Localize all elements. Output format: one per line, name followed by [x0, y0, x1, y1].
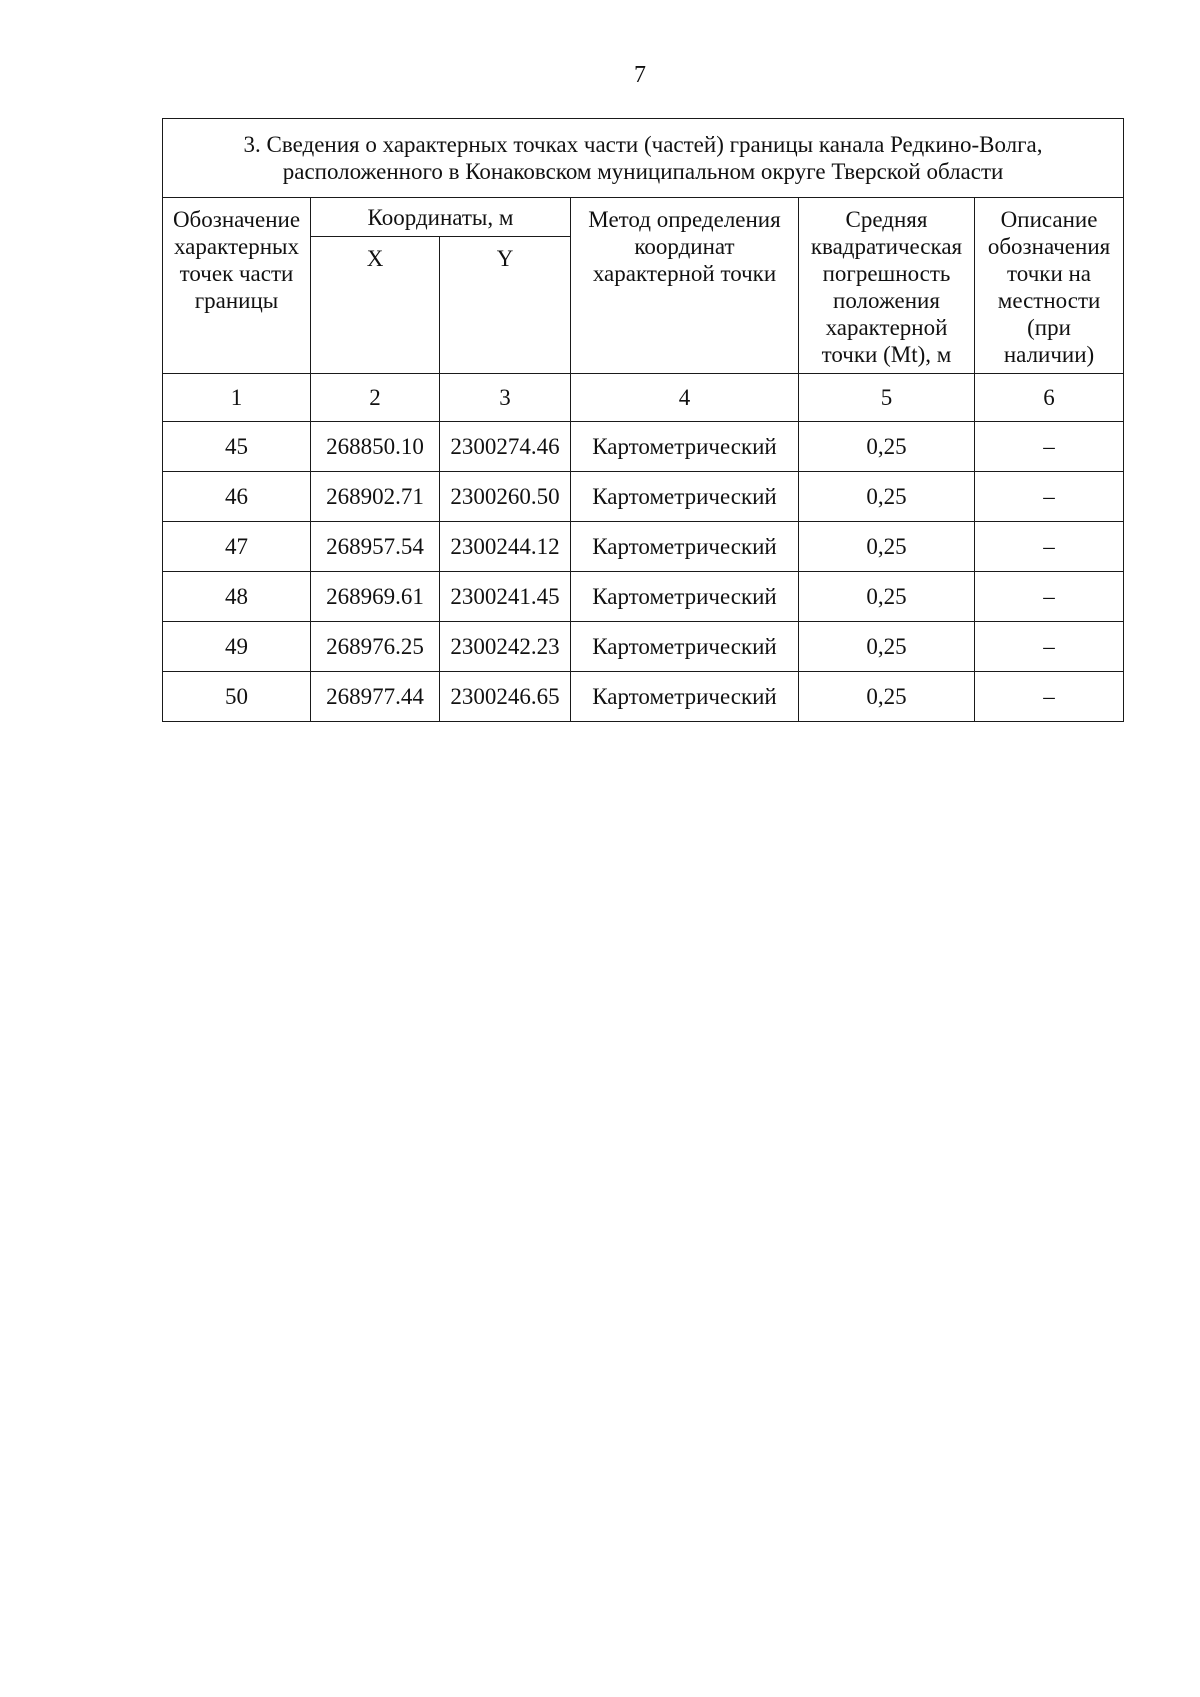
cell-error: 0,25 — [799, 572, 975, 622]
header-line: координат — [634, 234, 735, 259]
cell-point: 47 — [163, 522, 311, 572]
table-row — [163, 622, 1124, 672]
cell-method: Картометрический — [571, 622, 799, 672]
cell-point: 45 — [163, 422, 311, 472]
header-line: точки на — [1007, 261, 1092, 286]
header-line: положения — [833, 288, 940, 313]
cell-description: – — [975, 422, 1124, 472]
cell-x: 268976.25 — [311, 622, 440, 672]
table-row — [163, 672, 1124, 722]
cell-method: Картометрический — [571, 422, 799, 472]
cell-y: 2300244.12 — [440, 522, 571, 572]
cell-description: – — [975, 472, 1124, 522]
cell-description: – — [975, 622, 1124, 672]
boundary-points-table — [162, 118, 1124, 722]
cell-method: Картометрический — [571, 472, 799, 522]
cell-y: 2300274.46 — [440, 422, 571, 472]
header-coordinates: Координаты, м — [311, 198, 571, 237]
header-line: точек части — [179, 261, 294, 286]
cell-error: 0,25 — [799, 672, 975, 722]
cell-point: 46 — [163, 472, 311, 522]
header-line: Описание — [1000, 207, 1098, 232]
header-description — [975, 198, 1124, 374]
header-line: погрешность — [822, 261, 951, 286]
cell-y: 2300242.23 — [440, 622, 571, 672]
table-caption-row — [163, 119, 1124, 198]
table-row — [163, 572, 1124, 622]
table-row — [163, 422, 1124, 472]
cell-point: 50 — [163, 672, 311, 722]
header-line: точки (Mt), м — [821, 342, 952, 367]
column-number: 2 — [311, 374, 440, 422]
cell-x: 268957.54 — [311, 522, 440, 572]
cell-description: – — [975, 672, 1124, 722]
header-line: обозначения — [987, 234, 1111, 259]
cell-y: 2300260.50 — [440, 472, 571, 522]
table-row — [163, 522, 1124, 572]
column-number-row — [163, 374, 1124, 422]
header-method — [571, 198, 799, 374]
header-line: характерной — [825, 315, 948, 340]
header-x: X — [311, 237, 440, 374]
cell-method: Картометрический — [571, 672, 799, 722]
cell-point: 48 — [163, 572, 311, 622]
cell-y: 2300246.65 — [440, 672, 571, 722]
header-line: Обозначение — [172, 207, 301, 232]
cell-x: 268850.10 — [311, 422, 440, 472]
cell-description: – — [975, 522, 1124, 572]
table-caption-line-2: расположенного в Конаковском муниципальном округе Тверской области — [282, 159, 1004, 184]
cell-x: 268902.71 — [311, 472, 440, 522]
cell-error: 0,25 — [799, 472, 975, 522]
cell-method: Картометрический — [571, 572, 799, 622]
table-caption — [163, 119, 1124, 198]
cell-method: Картометрический — [571, 522, 799, 572]
header-line: Средняя — [845, 207, 928, 232]
column-number: 4 — [571, 374, 799, 422]
column-number: 1 — [163, 374, 311, 422]
header-line: квадратическая — [810, 234, 963, 259]
cell-error: 0,25 — [799, 522, 975, 572]
cell-error: 0,25 — [799, 622, 975, 672]
column-number: 3 — [440, 374, 571, 422]
header-line: наличии) — [1003, 342, 1095, 367]
column-number: 5 — [799, 374, 975, 422]
header-y: Y — [440, 237, 571, 374]
header-line: (при — [1027, 315, 1071, 340]
table-header-row — [163, 198, 1124, 237]
cell-description: – — [975, 572, 1124, 622]
table-caption-line-1: 3. Сведения о характерных точках части (частей) границы канала Редкино-Волга, — [243, 132, 1043, 157]
cell-point: 49 — [163, 622, 311, 672]
header-line: местности — [997, 288, 1101, 313]
header-point-designation — [163, 198, 311, 374]
column-number: 6 — [975, 374, 1124, 422]
header-line: Метод определения — [588, 207, 781, 232]
table-row — [163, 472, 1124, 522]
header-line: характерных — [173, 234, 299, 259]
header-line: границы — [194, 288, 279, 313]
header-error — [799, 198, 975, 374]
header-line: характерной точки — [592, 261, 777, 286]
cell-error: 0,25 — [799, 422, 975, 472]
cell-x: 268977.44 — [311, 672, 440, 722]
cell-x: 268969.61 — [311, 572, 440, 622]
cell-y: 2300241.45 — [440, 572, 571, 622]
page-number: 7 — [634, 62, 646, 88]
